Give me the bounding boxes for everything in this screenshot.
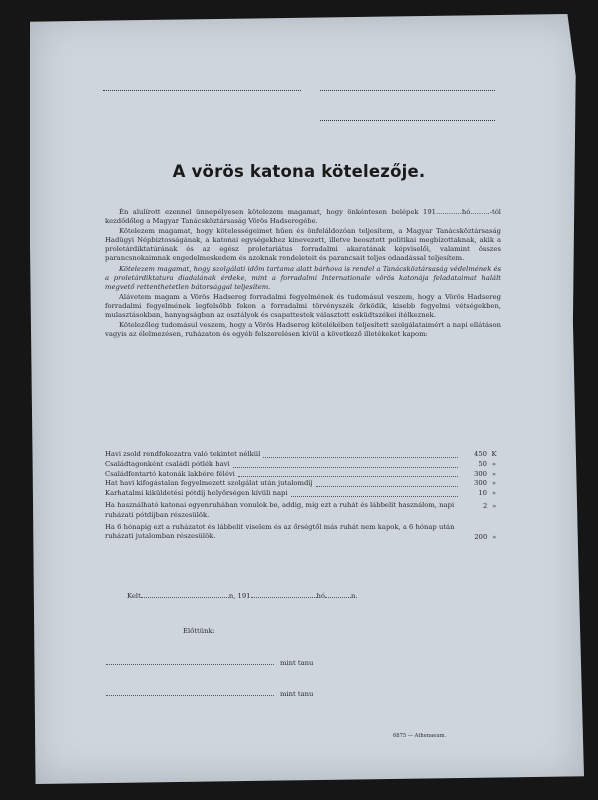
document-sheet: [30, 14, 584, 784]
list-item: Havi zsold rendfokozatra való tekintet nélkül 450 K: [105, 450, 497, 458]
printer-mark: 6875 — Athenaeum.: [393, 733, 447, 739]
document-title: A vörös katona kötelezője.: [172, 162, 426, 181]
list-item: Családfentartó katonák lakbére félévi 300 »: [105, 469, 497, 478]
signature-line-right-bottom: [320, 120, 495, 121]
kelt-line: Kelt n, 191 hó n.: [127, 592, 358, 600]
witnesses-label: Előttünk:: [183, 627, 215, 635]
list-item: Ha használható katonai egyenruhában vonulok be, addig, míg ezt a ruhát és lábbelit használom, napi ruházati pótdíjban részesülök. 2 »: [105, 500, 497, 519]
benefits-list: [105, 450, 501, 542]
list-item: Karhatalmi kiküldetési pótdíj helyőrségen kívüli napi 10 »: [105, 489, 497, 498]
paragraph-benefits: Kötelezőleg tudomásul veszem, hogy a Vörös Hadsereg kötelékében teljesített szolgálataimért a napi ellátáson vagyis az élelmezésen, ruházaton és egyéb felszerelésen kívül a következő illetékeket kapom:: [105, 321, 501, 339]
paragraph-duty: Kötelezem magamat, hogy szolgálati időm tartama alatt bárhova is rendel a Tanácsköztársaság védelmének és a proletárdiktatura diadalának érdeke, mint a forradalmi Internationale vörös katonája feladataimat halált megvető rettenthetetlen bátorsággal teljesítem.: [105, 264, 501, 291]
list-item: Hat havi kifogástalan fegyelmezett szolgálat után jutalomdíj 300 »: [105, 479, 497, 488]
list-item: Ha 6 hónapig ezt a ruházatot és lábbelit viselem és az őrségtől más ruhát nem kapok, a 6 hónap után ruházati jutalomban részesülök. 200 »: [105, 522, 497, 541]
signature-line-left: [103, 90, 301, 91]
paragraph-obedience: Kötelezem magamat, hogy kötelességeimet hűen és önfeláldozóan teljesítem, a Magyar Tanácsköztársaság Hadügyi Népbiztosságának, a katonai egységekhez kinevezett, illetve beosztott politikai megbízottaknak, akik a proletárdiktatúrának és az egész proletariátus forradalmi akaratának képviselői, valamint összes parancsnokaimnak engedelmeskedem és azoknak rendeleteit és parancsait teljes odaadással teljesítem.: [105, 227, 501, 263]
paragraph-enlistment: Én alulírott ezennel ünnepélyesen kötelezem magamat, hogy önkéntesen belépek 191............hó.........-tól kezdődőleg a Magyar Tanácsköztársaság Vörös Hadseregébe.: [105, 208, 501, 226]
body-text: [105, 208, 501, 339]
witness-line-2: mint tanu: [106, 690, 313, 698]
list-item: Családtagonként családi pótlék havi 50 »: [105, 459, 497, 468]
signature-line-right-top: [320, 90, 495, 91]
witness-line-1: mint tanu: [106, 659, 313, 667]
paragraph-discipline: Alávetem magam a Vörös Hadsereg forradalmi fegyelmének és tudomásul veszem, hogy a Vörös Hadsereg forradalmi fegyelmének legfelsőbb fokon a forradalmi törvényszék őrködik, kisebb fegyelmi vétségekben, mulasztásokban, hanyagságban az osztályok és csapattestek választott esküdtszékei ítélkeznek.: [105, 292, 501, 320]
